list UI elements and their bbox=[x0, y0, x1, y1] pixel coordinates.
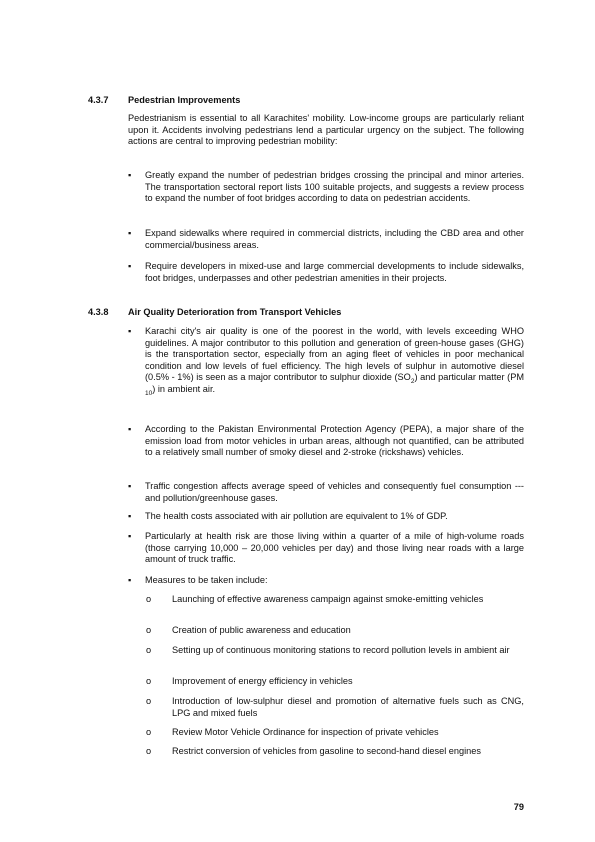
sub-bullet-marker: o bbox=[146, 594, 152, 604]
section-title: Pedestrian Improvements bbox=[128, 95, 241, 105]
list-item bbox=[128, 326, 524, 396]
sub-list-item-text: Creation of public awareness and education bbox=[172, 625, 351, 635]
sub-list-item bbox=[146, 746, 524, 758]
list-item bbox=[128, 424, 524, 459]
section-number: 4.3.8 bbox=[88, 307, 109, 317]
list-item bbox=[128, 531, 524, 566]
section-heading-pedestrian bbox=[88, 95, 240, 107]
section-title: Air Quality Deterioration from Transport Vehicles bbox=[128, 307, 342, 317]
list-item bbox=[128, 170, 524, 205]
list-item bbox=[128, 228, 524, 251]
bullet-marker: ▪ bbox=[128, 170, 132, 180]
bullet-marker: ▪ bbox=[128, 511, 132, 521]
list-item-text: Karachi city's air quality is one of the poorest in the world, with levels exceeding WHO guidelines. A major contributor to this pollution and generation of green-house gases (GHG) is the transportation sector, especially from an aging fleet of vehicles in poor mechanical condition and low levels of fuel efficiency. The high levels of sulphur in automotive diesel (0.5% - 1%) is seen as a major contributor to sulphur dioxide $(SO_2)$ and particular matter (PM $_{10}$) in ambient air. bbox=[145, 326, 525, 397]
list-item bbox=[128, 481, 524, 504]
bullet-marker: ▪ bbox=[128, 531, 132, 541]
sub-list-item bbox=[146, 625, 524, 637]
bullet-marker: ▪ bbox=[128, 228, 132, 238]
sub-list-item bbox=[146, 676, 524, 688]
page-number: 79 bbox=[513, 802, 524, 812]
sub-list-item-text: Introduction of low-sulphur diesel and promotion of alternative fuels such as CNG, LPG and mixed fuels bbox=[172, 696, 524, 718]
sub-bullet-marker: o bbox=[146, 625, 152, 635]
list-item-text: Particularly at health risk are those living within a quarter of a mile of high-volume roads (those carrying 10,000 – 20,000 vehicles per day) and those living near roads with a large amount of truck traffic. bbox=[145, 531, 524, 565]
sub-list-item-text: Launching of effective awareness campaign against smoke-emitting vehicles bbox=[172, 594, 484, 604]
sub-list-item bbox=[146, 696, 524, 719]
list-item-text: Expand sidewalks where required in commercial districts, including the CBD area and other commercial/business areas. bbox=[145, 228, 524, 250]
pedestrian-intro-paragraph: Pedestrianism is essential to all Karachites' mobility. Low-income groups are particularly reliant upon it. Accidents involving pedestrians lend a particular urgency on the subject. The following actions are central to improving pedestrian mobility: bbox=[128, 113, 524, 147]
bullet-marker: ▪ bbox=[128, 424, 132, 434]
bullet-marker: ▪ bbox=[128, 481, 132, 491]
list-item bbox=[128, 511, 524, 523]
sub-bullet-marker: o bbox=[146, 696, 152, 706]
bullet-marker: ▪ bbox=[128, 261, 132, 271]
list-item-text: Traffic congestion affects average speed of vehicles and consequently fuel consumption --- and pollution/greenhouse gases. bbox=[145, 481, 524, 503]
sub-list-item-text: Restrict conversion of vehicles from gasoline to second-hand diesel engines bbox=[172, 746, 481, 756]
list-item-text: The health costs associated with air pollution are equivalent to 1% of GDP. bbox=[145, 511, 448, 521]
sub-list-item bbox=[146, 594, 524, 606]
sub-bullet-marker: o bbox=[146, 645, 152, 655]
list-item-text: Greatly expand the number of pedestrian bridges crossing the principal and minor arteries. The transportation sectoral report lists 100 suitable projects, and suggests a review process to expand the number of foot bridges according to data on pedestrian accidents. bbox=[145, 170, 524, 204]
sub-list-item-text: Setting up of continuous monitoring stations to record pollution levels in ambient air bbox=[172, 645, 510, 655]
sub-bullet-marker: o bbox=[146, 746, 152, 756]
sub-list-item bbox=[146, 727, 524, 739]
section-number: 4.3.7 bbox=[88, 95, 109, 105]
list-item bbox=[128, 261, 524, 284]
list-item-text: Measures to be taken include: bbox=[145, 575, 268, 585]
list-item-text: Require developers in mixed-use and large commercial developments to include sidewalks, foot bridges, underpasses and other pedestrian amenities in their projects. bbox=[145, 261, 524, 283]
sub-list-item-text: Improvement of energy efficiency in vehicles bbox=[172, 676, 353, 686]
section-heading-air-quality bbox=[88, 307, 341, 319]
sub-bullet-marker: o bbox=[146, 676, 152, 686]
sub-list-item bbox=[146, 645, 524, 657]
bullet-marker: ▪ bbox=[128, 326, 132, 336]
sub-list-item-text: Review Motor Vehicle Ordinance for inspection of private vehicles bbox=[172, 727, 439, 737]
sub-bullet-marker: o bbox=[146, 727, 152, 737]
list-item bbox=[128, 575, 524, 587]
bullet-marker: ▪ bbox=[128, 575, 132, 585]
list-item-text: According to the Pakistan Environmental Protection Agency (PEPA), a major share of the emission load from motor vehicles in urban areas, although not quantified, can be attributed to a relatively small number of smoky diesel and 2-stroke (rickshaws) vehicles. bbox=[145, 424, 524, 458]
